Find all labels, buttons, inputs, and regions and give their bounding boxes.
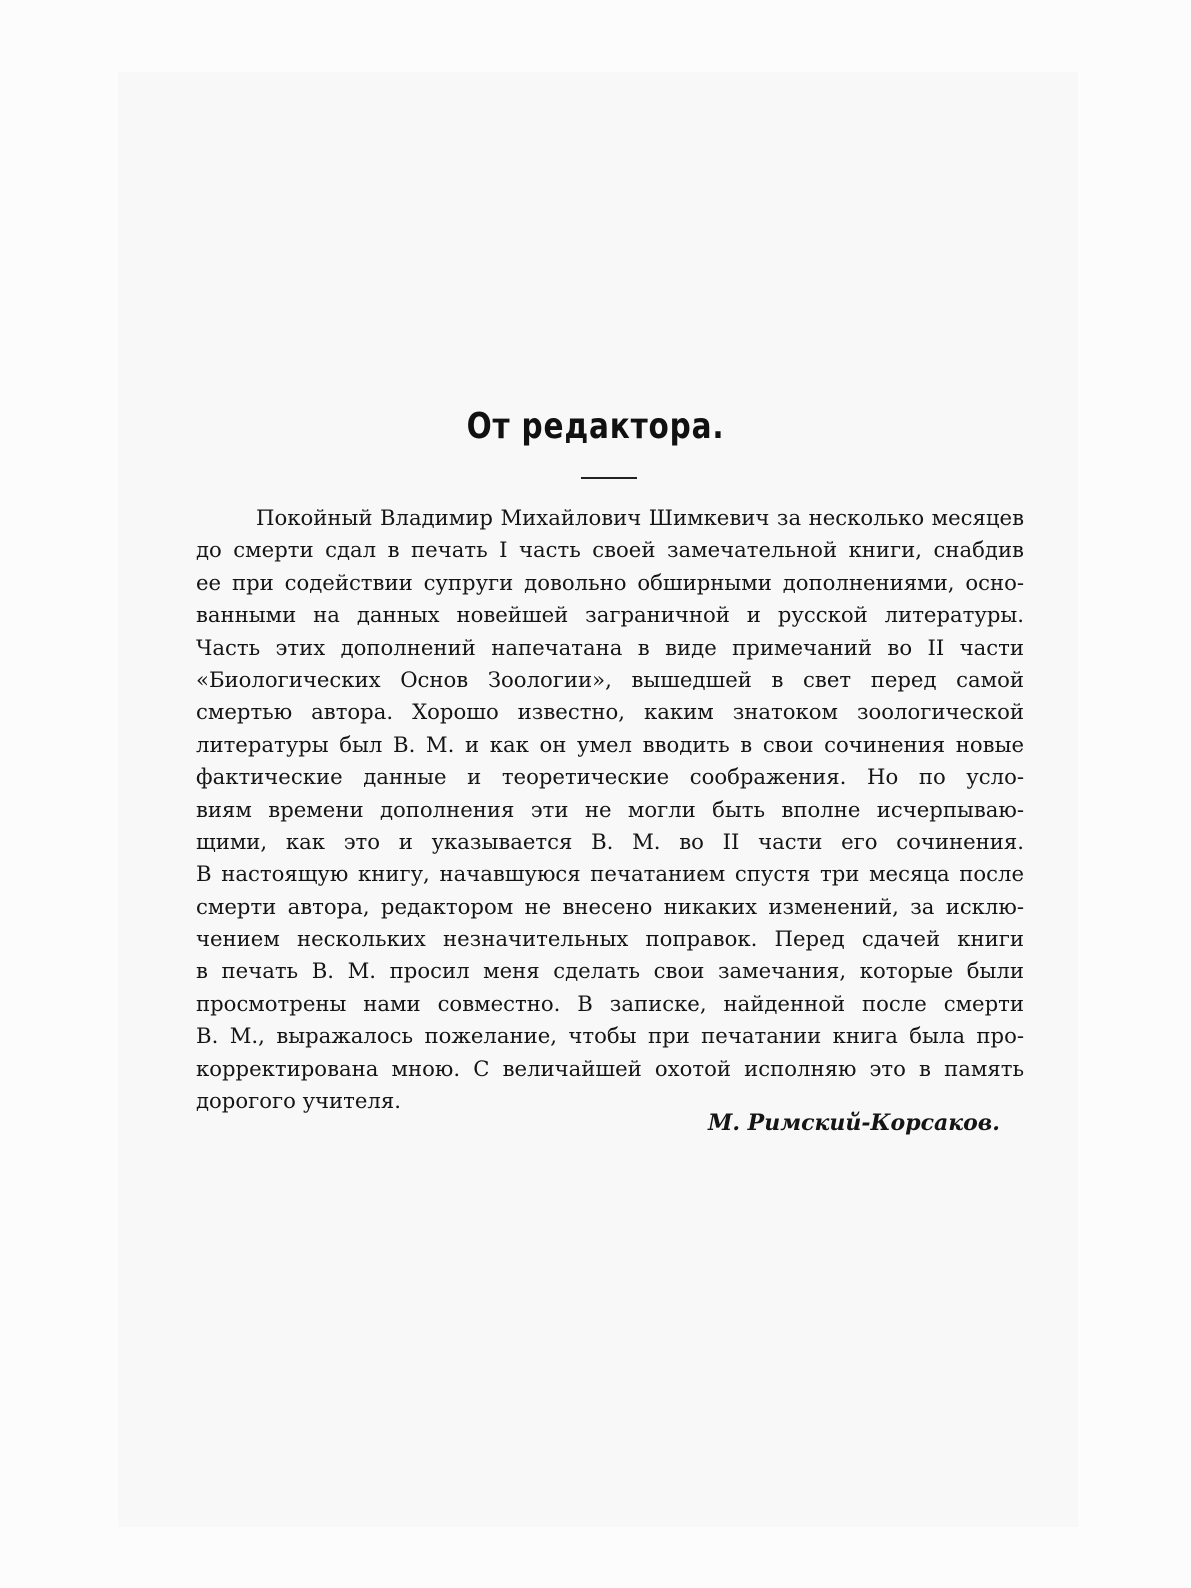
text-line: литературы был В. М. и как он умел вводить в свои сочинения новые [196,731,1024,757]
text-line: в печать В. М. просил меня сделать свои замечания, которые были [196,958,1024,984]
text-line: фактические данные и теоретические соображения. Но по усло- [196,764,1024,790]
signature: М. Римский-Корсаков. [708,1110,1000,1136]
text-line: Покойный Владимир Михайлович Шимкевич за несколько месяцев [256,505,1024,530]
page-title: От редактора. [466,406,725,447]
text-line: смертью автора. Хорошо известно, каким знатоком зоологической [196,699,1024,725]
text-line: смерти автора, редактором не внесено никаких изменений, за исклю- [196,893,1024,919]
text-line: виям времени дополнения эти не могли быть вполне исчерпываю- [196,796,1024,822]
text-line: В. М., выражалось пожелание, чтобы при печатании книга была про- [196,1023,1024,1049]
text-line: дорогого учителя. [196,1088,401,1114]
title-rule [581,477,637,479]
text-line: корректирована мною. С величайшей охотой исполняю это в память [196,1055,1024,1081]
text-line: ванными на данных новейшей заграничной и русской литературы. [196,602,1024,628]
text-line: чением нескольких незначительных поправок. Перед сдачей книги [196,926,1024,952]
text-line: до смерти сдал в печать I часть своей замечательной книги, снабдив [196,537,1024,563]
text-line: просмотрены нами совместно. В записке, найденной после смерти [196,990,1024,1016]
text-line: ее при содействии супруги довольно обширными дополнениями, осно- [196,569,1024,595]
text-line: Часть этих дополнений напечатана в виде примечаний во II части [196,634,1024,660]
editor-note-text [196,502,1024,1117]
text-line: В настоящую книгу, начавшуюся печатанием спустя три месяца после [196,861,1024,887]
text-line: щими, как это и указывается В. М. во II части его сочинения. [196,828,1024,854]
text-line: «Биологических Основ Зоологии», вышедшей в свет перед самой [196,666,1024,692]
